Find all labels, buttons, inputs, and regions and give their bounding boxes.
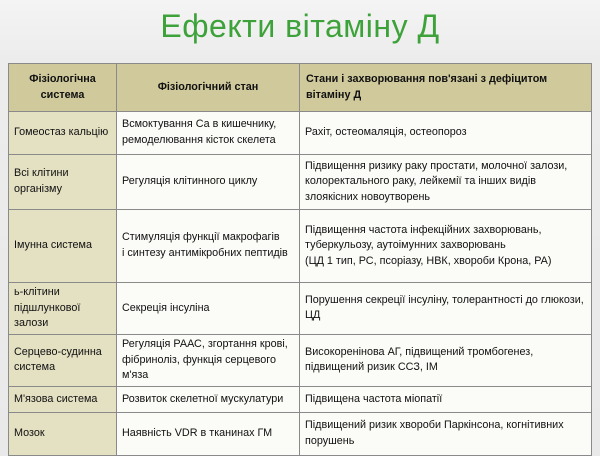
cell-diseases <box>300 386 592 412</box>
cell-text-line: Порушення секреції інсуліну, толерантності до глюкози, <box>305 293 584 306</box>
cell-diseases <box>300 412 592 455</box>
cell-text-line: Імунна система <box>14 239 92 252</box>
cell-text-line: порушень <box>305 434 355 447</box>
cell-diseases <box>300 112 592 155</box>
cell-system <box>9 283 117 335</box>
cell-text-line: Підвищення ризику раку простати, молочної залози, <box>305 159 568 172</box>
cell-text-line: Регуляція клітинного циклу <box>122 175 258 188</box>
cell-text-line: підшлункової залози <box>14 301 81 330</box>
cell-text-line: Підвищення частота інфекційних захворювань, <box>305 223 542 236</box>
cell-text-line: організму <box>14 183 62 195</box>
cell-text-line: М'язова система <box>14 392 98 405</box>
cell-text-line: система <box>14 361 56 374</box>
vitamin-d-effects-table <box>8 63 592 456</box>
cell-state <box>117 334 300 386</box>
table-row <box>9 386 592 412</box>
header-related-diseases: Стани і захворювання пов'язані з дефіцитом вітаміну Д <box>300 64 592 112</box>
header-physiological-state: Фізіологічний стан <box>117 64 300 112</box>
cell-state <box>117 112 300 155</box>
cell-text-line: фібриноліз, функція серцевого м'яза <box>122 353 276 382</box>
cell-text-line: Гомеостаз кальцію <box>14 126 109 139</box>
cell-text-line: ЦД <box>305 309 321 322</box>
table-row <box>9 210 592 283</box>
table-row <box>9 334 592 386</box>
table-row <box>9 283 592 335</box>
cell-text-line: ремоделювання кісток скелета <box>122 134 276 146</box>
cell-system <box>9 112 117 155</box>
cell-text-line: Наявність VDR в тканинах ГМ <box>122 427 273 440</box>
cell-system <box>9 334 117 386</box>
cell-system <box>9 386 117 412</box>
vitamin-d-effects-table-wrapper <box>8 63 591 456</box>
cell-system <box>9 412 117 455</box>
cell-text-line: туберкульозу, аутоімунних захворювань <box>305 239 506 252</box>
cell-text-line: ь-клітини <box>14 286 60 298</box>
header-physiological-system <box>9 64 117 112</box>
cell-text-line: Розвиток скелетної мускулатури <box>122 392 284 405</box>
table-row <box>9 155 592 210</box>
cell-text-line: (ЦД 1 тип, РС, псоріазу, НВК, хвороби Крона, РА) <box>305 254 552 267</box>
cell-text-line: Серцево-судинна <box>14 345 102 358</box>
table-row <box>9 112 592 155</box>
cell-text-line: Стимуляція функції макрофагів <box>122 231 280 244</box>
cell-text-line: Високоренінова АГ, підвищений тромбогенез, <box>305 345 534 358</box>
page-title: Ефекти вітаміну Д <box>160 8 440 44</box>
cell-diseases <box>300 210 592 283</box>
cell-system <box>9 210 117 283</box>
cell-text-line: Всі клітини <box>14 167 69 180</box>
cell-text-line: колоректального раку, лейкемії та інших видів <box>305 175 536 188</box>
header-text-line: Фізіологічна <box>29 72 96 85</box>
cell-state <box>117 283 300 335</box>
cell-text-line: Всмоктування Са в кишечнику, <box>122 118 277 131</box>
table-header-row <box>9 64 592 112</box>
cell-text-line: Підвищена частота міопатії <box>305 392 443 405</box>
cell-text-line: Підвищений ризик хвороби Паркінсона, когнітивних <box>305 419 564 432</box>
cell-state <box>117 412 300 455</box>
cell-text-line: Регуляція РААС, згортання крові, <box>122 337 288 350</box>
cell-diseases <box>300 155 592 210</box>
cell-state <box>117 210 300 283</box>
header-text-line: система <box>40 88 85 101</box>
cell-state <box>117 386 300 412</box>
cell-state <box>117 155 300 210</box>
cell-diseases <box>300 334 592 386</box>
cell-system <box>9 155 117 210</box>
cell-text-line: злоякісних новоутворень <box>305 190 431 203</box>
cell-text-line: Рахіт, остеомаляція, остеопороз <box>305 126 467 139</box>
cell-text-line: Секреція інсуліна <box>122 301 210 314</box>
cell-text-line: і синтезу антимікробних пептидів <box>122 247 288 259</box>
cell-text-line: підвищений ризик ССЗ, ІМ <box>305 361 438 374</box>
cell-text-line: Мозок <box>14 427 45 440</box>
cell-diseases <box>300 283 592 335</box>
table-row <box>9 412 592 455</box>
